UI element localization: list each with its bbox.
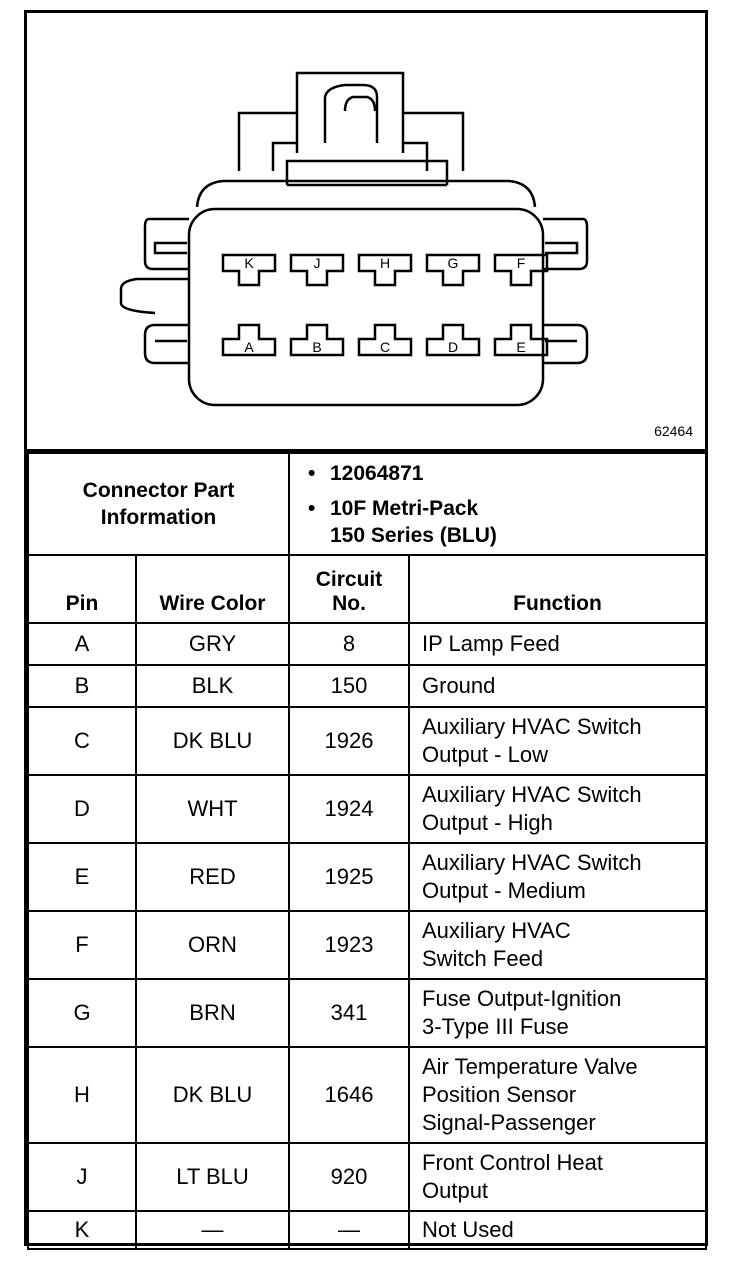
- pin-cell: F: [28, 911, 136, 979]
- connector-type: • 10F Metri-Pack 150 Series (BLU): [330, 495, 705, 549]
- function-cell: [409, 979, 706, 1047]
- pin-cavity-h: [359, 255, 411, 285]
- wire-color-cell: DK BLU: [136, 707, 289, 775]
- function-cell: [409, 1143, 706, 1211]
- pin-cell: B: [28, 665, 136, 707]
- pin-cell: K: [28, 1211, 136, 1249]
- connector-info-row: [28, 453, 706, 555]
- pin-cavity-a: [223, 325, 275, 355]
- function-line: Air Temperature Valve: [422, 1054, 638, 1079]
- wire-color-cell: WHT: [136, 775, 289, 843]
- function-line: Auxiliary HVAC Switch: [422, 850, 642, 875]
- pin-cell: C: [28, 707, 136, 775]
- circuit-cell: 1926: [289, 707, 409, 775]
- pin-label-k: K: [244, 255, 254, 271]
- pin-label-f: F: [516, 255, 526, 271]
- circuit-cell: 341: [289, 979, 409, 1047]
- function-cell: [409, 707, 706, 775]
- pin-cell: G: [28, 979, 136, 1047]
- header-circuit: Circuit No.: [289, 555, 409, 623]
- connector-sheet: [24, 10, 708, 1246]
- pin-cavity-e: [495, 325, 547, 355]
- pin-cavity-f: [495, 255, 547, 285]
- table-row: [28, 911, 706, 979]
- pin-cell: J: [28, 1143, 136, 1211]
- table-row: [28, 775, 706, 843]
- function-cell: [409, 1211, 706, 1249]
- wire-color-cell: RED: [136, 843, 289, 911]
- function-line: Front Control Heat: [422, 1150, 603, 1175]
- function-line: 3-Type III Fuse: [422, 1014, 569, 1039]
- function-line: Output - Low: [422, 742, 548, 767]
- pin-label-d: D: [447, 339, 459, 355]
- pin-cell: E: [28, 843, 136, 911]
- pin-cell: A: [28, 623, 136, 665]
- table-row: [28, 707, 706, 775]
- connector-info-values: [289, 453, 706, 555]
- wire-color-cell: BLK: [136, 665, 289, 707]
- table-row: [28, 843, 706, 911]
- pin-label-a: A: [244, 339, 254, 355]
- function-cell: [409, 843, 706, 911]
- wire-color-cell: LT BLU: [136, 1143, 289, 1211]
- pin-label-h: H: [379, 255, 391, 271]
- table-row: [28, 979, 706, 1047]
- function-cell: [409, 665, 706, 707]
- pin-label-b: B: [312, 339, 322, 355]
- circuit-cell: 920: [289, 1143, 409, 1211]
- table-row: [28, 1047, 706, 1143]
- function-line: Auxiliary HVAC Switch: [422, 782, 642, 807]
- function-line: Output - Medium: [422, 878, 586, 903]
- function-cell: [409, 775, 706, 843]
- circuit-cell: 150: [289, 665, 409, 707]
- pin-cavity-g: [427, 255, 479, 285]
- top-pin-row: [223, 255, 547, 285]
- circuit-cell: 1924: [289, 775, 409, 843]
- pin-cell: D: [28, 775, 136, 843]
- function-cell: [409, 623, 706, 665]
- function-cell: [409, 1047, 706, 1143]
- function-line: Signal-Passenger: [422, 1110, 596, 1135]
- pin-cavity-b: [291, 325, 343, 355]
- header-function: Function: [409, 555, 706, 623]
- pin-cavity-j: [291, 255, 343, 285]
- pin-label-j: J: [313, 255, 321, 271]
- function-line: Output: [422, 1178, 489, 1203]
- pin-label-g: G: [447, 255, 459, 271]
- connector-drawing: [27, 13, 705, 452]
- function-line: Not Used: [422, 1217, 514, 1242]
- figure-number: 62464: [654, 423, 693, 439]
- table-row: [28, 623, 706, 665]
- function-line: Fuse Output-Ignition: [422, 986, 622, 1011]
- circuit-cell: 1925: [289, 843, 409, 911]
- function-line: IP Lamp Feed: [422, 631, 560, 656]
- function-line: Auxiliary HVAC Switch: [422, 714, 642, 739]
- header-row: [28, 555, 706, 623]
- pin-label-c: C: [379, 339, 391, 355]
- circuit-cell: 1923: [289, 911, 409, 979]
- pin-cell: H: [28, 1047, 136, 1143]
- function-cell: [409, 911, 706, 979]
- header-wire-color: Wire Color: [136, 555, 289, 623]
- table-row: [28, 1211, 706, 1249]
- function-line: Position Sensor: [422, 1082, 577, 1107]
- table-row: [28, 1143, 706, 1211]
- function-line: Switch Feed: [422, 946, 544, 971]
- pin-cavity-k: [223, 255, 275, 285]
- wire-color-cell: ORN: [136, 911, 289, 979]
- pin-cavity-d: [427, 325, 479, 355]
- part-number: • 12064871: [330, 460, 705, 487]
- pin-cavities: [27, 13, 705, 449]
- pin-label-e: E: [516, 339, 526, 355]
- function-line: Output - High: [422, 810, 553, 835]
- circuit-cell: 1646: [289, 1047, 409, 1143]
- table-row: [28, 665, 706, 707]
- function-line: Auxiliary HVAC: [422, 918, 571, 943]
- header-pin: Pin: [28, 555, 136, 623]
- circuit-cell: —: [289, 1211, 409, 1249]
- circuit-cell: 8: [289, 623, 409, 665]
- function-line: Ground: [422, 673, 496, 698]
- wire-color-cell: BRN: [136, 979, 289, 1047]
- pinout-table: [27, 452, 707, 1250]
- connector-info-label: Connector Part Information: [28, 453, 289, 555]
- wire-color-cell: DK BLU: [136, 1047, 289, 1143]
- wire-color-cell: GRY: [136, 623, 289, 665]
- bottom-pin-row: [223, 325, 547, 355]
- pin-cavity-c: [359, 325, 411, 355]
- wire-color-cell: —: [136, 1211, 289, 1249]
